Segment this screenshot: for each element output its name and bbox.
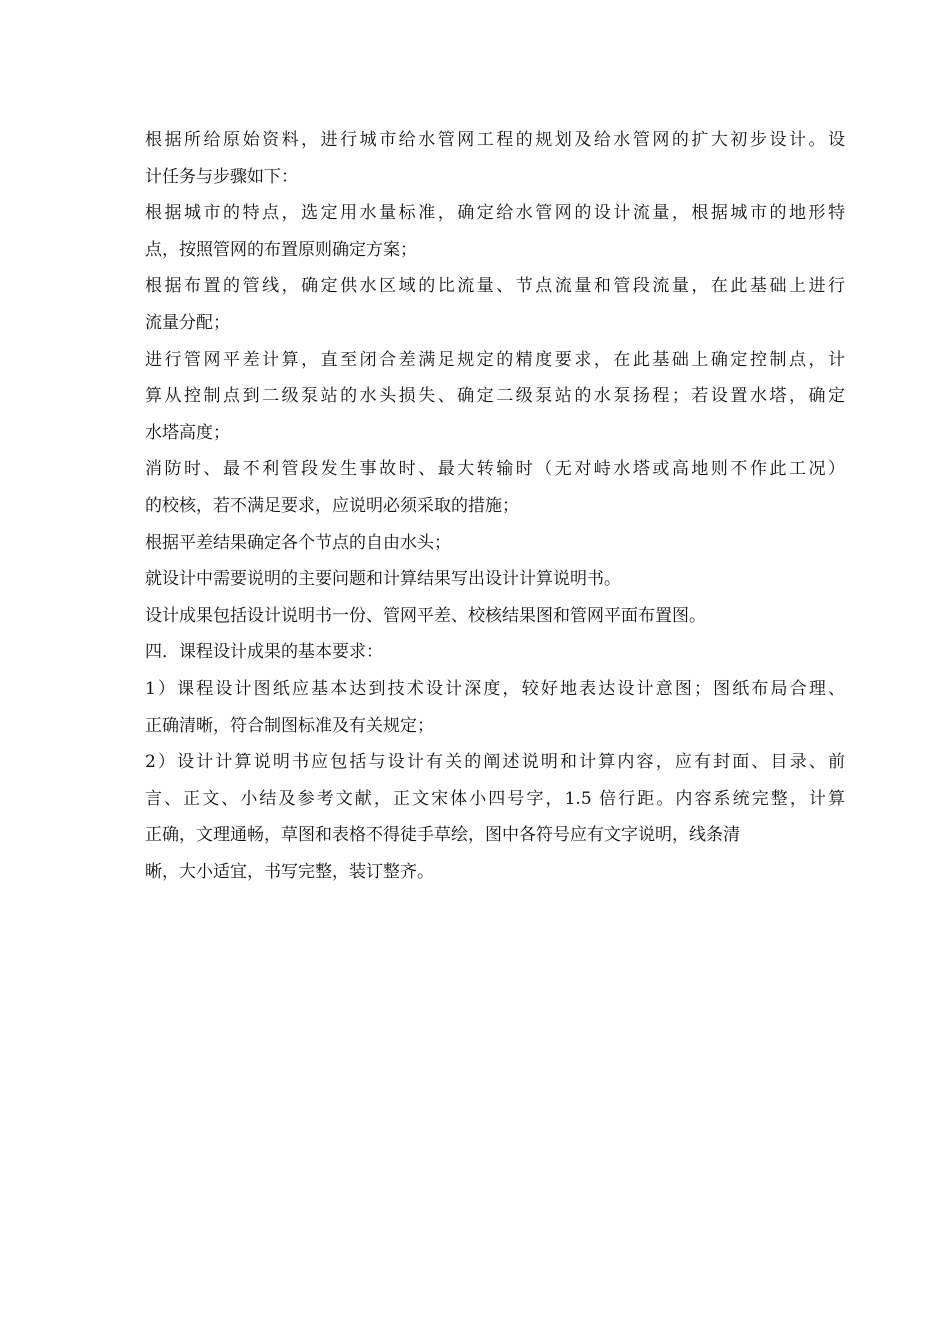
text-line: 2）设计计算说明书应包括与设计有关的阐述说明和计算内容，应有封面、目录、前	[145, 752, 845, 773]
text-line: 消防时、最不利管段发生事故时、最大转输时（无对峙水塔或高地则不作此工况）	[145, 459, 845, 480]
text-line: 流量分配；	[145, 312, 230, 333]
text-line: 1）课程设计图纸应基本达到技术设计深度，较好地表达设计意图；图纸布局合理、	[145, 678, 845, 699]
text-line: 言、正文、小结及参考文献，正文宋体小四号字，1.5 倍行距。内容系统完整，计算	[145, 788, 845, 809]
text-line: 水塔高度；	[145, 422, 230, 443]
text-line: 点，按照管网的布置原则确定方案；	[145, 239, 417, 260]
text-line: 晰，大小适宜，书写完整，装订整齐。	[145, 861, 434, 882]
text-line: 进行管网平差计算，直至闭合差满足规定的精度要求，在此基础上确定控制点，计	[145, 349, 845, 370]
text-line: 计任务与步骤如下：	[145, 166, 298, 187]
text-line: 根据城市的特点，选定用水量标准，确定给水管网的设计流量，根据城市的地形特	[145, 203, 845, 224]
text-line: 正确，文理通畅，草图和表格不得徒手草绘，图中各符号应有文字说明，线条清	[145, 825, 740, 846]
document-body	[145, 122, 845, 890]
text-line: 根据平差结果确定各个节点的自由水头；	[145, 532, 451, 553]
text-line: 根据所给原始资料，进行城市给水管网工程的规划及给水管网的扩大初步设计。设	[145, 130, 845, 150]
text-line: 就设计中需要说明的主要问题和计算结果写出设计计算说明书。	[145, 569, 621, 590]
text-line: 根据布置的管线，确定供水区域的比流量、节点流量和管段流量，在此基础上进行	[145, 276, 845, 297]
text-line: 算从控制点到二级泵站的水头损失、确定二级泵站的水泵扬程；若设置水塔，确定	[145, 386, 845, 407]
text-line: 的校核，若不满足要求，应说明必须采取的措施；	[145, 495, 519, 516]
section-heading: 四．课程设计成果的基本要求：	[145, 642, 383, 663]
text-line: 设计成果包括设计说明书一份、管网平差、校核结果图和管网平面布置图。	[145, 605, 706, 626]
text-line: 正确清晰，符合制图标准及有关规定；	[145, 715, 434, 736]
